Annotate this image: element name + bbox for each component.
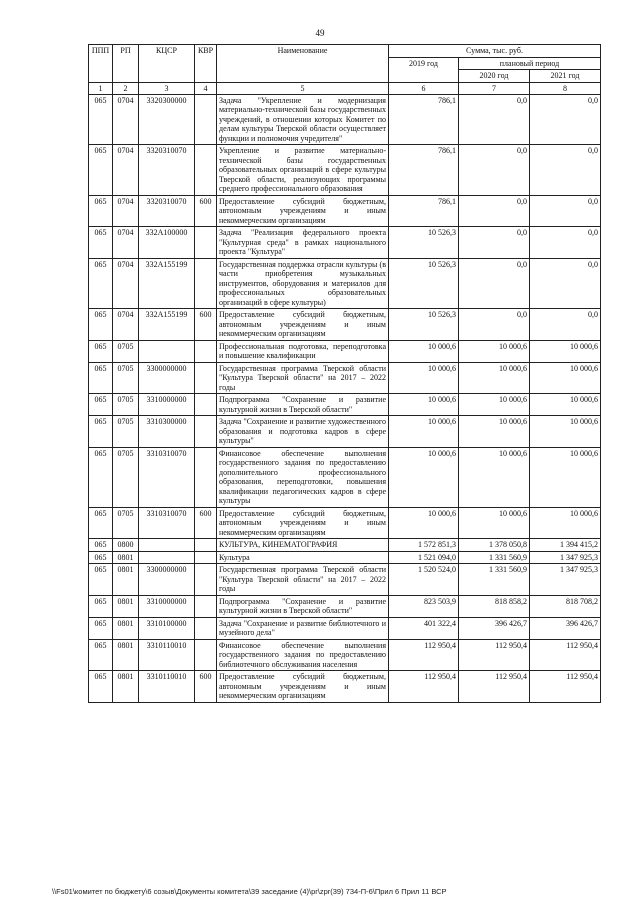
cell-v2021: 10 000,6: [530, 362, 601, 394]
cell-ppp: 065: [89, 195, 113, 227]
table-row: [89, 416, 601, 448]
cell-name: Предоставление субсидий бюджетным, автономным учреждениям и иным некоммерческим организациям: [217, 507, 389, 539]
cell-rp: 0704: [113, 227, 139, 259]
cell-v2019: 1 520 524,0: [389, 564, 459, 596]
cell-rp: 0801: [113, 617, 139, 639]
cell-kcsr: 3300000000: [139, 362, 195, 394]
header-year-2021: 2021 год: [530, 70, 601, 83]
cell-v2021: 10 000,6: [530, 507, 601, 539]
cell-name: Предоставление субсидий бюджетным, автономным учреждениям и иным некоммерческим организациям: [217, 671, 389, 703]
table-row: [89, 617, 601, 639]
cell-rp: 0704: [113, 94, 139, 145]
cell-v2019: 1 521 094,0: [389, 551, 459, 564]
cell-rp: 0704: [113, 145, 139, 196]
cell-v2021: 112 950,4: [530, 639, 601, 671]
cell-v2021: 1 347 925,3: [530, 564, 601, 596]
cell-name: КУЛЬТУРА, КИНЕМАТОГРАФИЯ: [217, 539, 389, 552]
cell-kcsr: 3310300000: [139, 416, 195, 448]
cell-v2020: 0,0: [459, 195, 530, 227]
column-number: 7: [459, 82, 530, 94]
cell-rp: 0801: [113, 639, 139, 671]
cell-v2020: 0,0: [459, 94, 530, 145]
cell-v2021: 10 000,6: [530, 416, 601, 448]
cell-ppp: 065: [89, 639, 113, 671]
cell-v2021: 10 000,6: [530, 447, 601, 507]
cell-ppp: 065: [89, 507, 113, 539]
footer-file-path: \\Fs01\комитет по бюджету\6 созыв\Документы комитета\39 заседание (4)\pr\zpr(39) 734-П-6\Прил 6 Прил 11 ВСР: [52, 887, 447, 896]
cell-kcsr: 3320310070: [139, 145, 195, 196]
cell-v2019: 112 950,4: [389, 671, 459, 703]
cell-kvr: [195, 416, 217, 448]
cell-v2019: 10 000,6: [389, 394, 459, 416]
header-kcsr: КЦСР: [139, 45, 195, 83]
table-row: [89, 639, 601, 671]
cell-ppp: 065: [89, 394, 113, 416]
cell-kcsr: 3310110010: [139, 671, 195, 703]
table-row: [89, 309, 601, 341]
cell-rp: 0801: [113, 595, 139, 617]
table-row: [89, 195, 601, 227]
cell-kcsr: 3310000000: [139, 595, 195, 617]
cell-v2020: 112 950,4: [459, 639, 530, 671]
cell-v2020: 10 000,6: [459, 416, 530, 448]
cell-v2019: 401 322,4: [389, 617, 459, 639]
header-kvr: КВР: [195, 45, 217, 83]
cell-kvr: [195, 394, 217, 416]
cell-rp: 0801: [113, 551, 139, 564]
cell-kvr: [195, 258, 217, 309]
cell-rp: 0801: [113, 671, 139, 703]
cell-ppp: 065: [89, 258, 113, 309]
cell-kcsr: 3310100000: [139, 617, 195, 639]
cell-kcsr: 3310000000: [139, 394, 195, 416]
cell-kcsr: 332A155199: [139, 258, 195, 309]
table-row: [89, 564, 601, 596]
cell-rp: 0705: [113, 416, 139, 448]
table-row: [89, 447, 601, 507]
cell-kcsr: 332A155199: [139, 309, 195, 341]
cell-name: Предоставление субсидий бюджетным, автономным учреждениям и иным некоммерческим организациям: [217, 309, 389, 341]
cell-rp: 0705: [113, 340, 139, 362]
cell-v2020: 1 331 560,9: [459, 551, 530, 564]
cell-v2021: 0,0: [530, 309, 601, 341]
cell-v2021: 0,0: [530, 145, 601, 196]
page-number: 49: [315, 28, 325, 38]
cell-v2021: 396 426,7: [530, 617, 601, 639]
cell-name: Задача "Укрепление и модернизация материально-технической базы государственных учреждений, в отношении которых Комитет по делам культуры Тверской области осуществляет функции и полномочия учредителя": [217, 94, 389, 145]
cell-rp: 0704: [113, 309, 139, 341]
cell-name: Культура: [217, 551, 389, 564]
column-number: 1: [89, 82, 113, 94]
cell-name: Финансовое обеспечение выполнения государственного задания по предоставлению библиотечного обслуживания населения: [217, 639, 389, 671]
table-row: [89, 362, 601, 394]
cell-v2020: 10 000,6: [459, 362, 530, 394]
cell-rp: 0704: [113, 258, 139, 309]
cell-ppp: 065: [89, 362, 113, 394]
table-row: [89, 671, 601, 703]
cell-v2019: 10 000,6: [389, 416, 459, 448]
table-row: [89, 145, 601, 196]
cell-kcsr: [139, 551, 195, 564]
column-number: 2: [113, 82, 139, 94]
header-year-2020: 2020 год: [459, 70, 530, 83]
cell-kvr: [195, 539, 217, 552]
cell-rp: 0705: [113, 362, 139, 394]
header-planned-period: плановый период: [459, 57, 601, 70]
cell-ppp: 065: [89, 551, 113, 564]
cell-name: Задача "Реализация федерального проекта "Культурная среда" в рамках национального проекта "Культура": [217, 227, 389, 259]
cell-name: Государственная поддержка отрасли культуры (в части приобретения музыкальных инструментов, оборудования и материалов для профессиональных образовательных организаций в сфере культуры): [217, 258, 389, 309]
cell-v2020: 818 858,2: [459, 595, 530, 617]
cell-v2020: 10 000,6: [459, 507, 530, 539]
cell-ppp: 065: [89, 94, 113, 145]
column-number-row: [89, 82, 601, 94]
cell-kcsr: 3320300000: [139, 94, 195, 145]
cell-v2019: 786,1: [389, 94, 459, 145]
table-row: [89, 539, 601, 552]
cell-kvr: [195, 340, 217, 362]
cell-name: Укрепление и развитие материально-технической базы государственных образовательных организаций в сфере культуры Тверской области, реализующих программы среднего профессионального образования: [217, 145, 389, 196]
cell-ppp: 065: [89, 309, 113, 341]
cell-kcsr: 3310310070: [139, 447, 195, 507]
cell-rp: 0704: [113, 195, 139, 227]
cell-ppp: 065: [89, 227, 113, 259]
table-row: [89, 340, 601, 362]
cell-ppp: 065: [89, 447, 113, 507]
cell-v2020: 1 378 050,8: [459, 539, 530, 552]
cell-kvr: 600: [195, 507, 217, 539]
cell-v2019: 10 000,6: [389, 340, 459, 362]
table-row: [89, 94, 601, 145]
cell-v2021: 0,0: [530, 227, 601, 259]
table-row: [89, 227, 601, 259]
cell-v2020: 1 331 560,9: [459, 564, 530, 596]
table-row: [89, 258, 601, 309]
table-row: [89, 595, 601, 617]
cell-ppp: 065: [89, 539, 113, 552]
cell-kvr: [195, 227, 217, 259]
cell-kvr: [195, 564, 217, 596]
cell-kvr: [195, 595, 217, 617]
cell-v2021: 10 000,6: [530, 340, 601, 362]
cell-kvr: [195, 145, 217, 196]
cell-rp: 0705: [113, 394, 139, 416]
cell-ppp: 065: [89, 617, 113, 639]
table-row: [89, 394, 601, 416]
cell-kcsr: [139, 539, 195, 552]
header-row-1: [89, 45, 601, 58]
cell-v2021: 10 000,6: [530, 394, 601, 416]
cell-v2019: 786,1: [389, 145, 459, 196]
cell-name: Подпрограмма "Сохранение и развитие культурной жизни в Тверской области": [217, 394, 389, 416]
cell-kcsr: 332A100000: [139, 227, 195, 259]
cell-ppp: 065: [89, 595, 113, 617]
cell-kvr: [195, 447, 217, 507]
column-number: 4: [195, 82, 217, 94]
cell-name: Задача "Сохранение и развитие библиотечного и музейного дела": [217, 617, 389, 639]
table-row: [89, 507, 601, 539]
cell-v2019: 786,1: [389, 195, 459, 227]
cell-name: Государственная программа Тверской области "Культура Тверской области" на 2017 – 2022 годы: [217, 362, 389, 394]
cell-v2021: 1 347 925,3: [530, 551, 601, 564]
cell-kcsr: 3320310070: [139, 195, 195, 227]
cell-v2021: 0,0: [530, 94, 601, 145]
cell-v2020: 0,0: [459, 309, 530, 341]
cell-kvr: 600: [195, 195, 217, 227]
column-number: 3: [139, 82, 195, 94]
cell-v2020: 10 000,6: [459, 394, 530, 416]
header-rp: РП: [113, 45, 139, 83]
cell-name: Государственная программа Тверской области "Культура Тверской области" на 2017 – 2022 годы: [217, 564, 389, 596]
cell-ppp: 065: [89, 416, 113, 448]
cell-v2020: 112 950,4: [459, 671, 530, 703]
cell-name: Предоставление субсидий бюджетным, автономным учреждениям и иным некоммерческим организациям: [217, 195, 389, 227]
cell-v2021: 1 394 415,2: [530, 539, 601, 552]
cell-ppp: 065: [89, 671, 113, 703]
cell-v2019: 823 503,9: [389, 595, 459, 617]
header-name: Наименование: [217, 45, 389, 83]
cell-kvr: [195, 551, 217, 564]
cell-v2019: 10 526,3: [389, 309, 459, 341]
column-number: 8: [530, 82, 601, 94]
cell-rp: 0705: [113, 507, 139, 539]
cell-v2020: 0,0: [459, 258, 530, 309]
cell-name: Профессиональная подготовка, переподготовка и повышение квалификации: [217, 340, 389, 362]
cell-rp: 0801: [113, 564, 139, 596]
cell-name: Финансовое обеспечение выполнения государственного задания по предоставлению дополнительного профессионального образования, переподготовки, повышения квалификации педагогических кадров в сфере культуры: [217, 447, 389, 507]
cell-v2019: 10 526,3: [389, 227, 459, 259]
cell-v2020: 396 426,7: [459, 617, 530, 639]
cell-name: Задача "Сохранение и развитие художественного образования и подготовка кадров в сфере культуры": [217, 416, 389, 448]
cell-kvr: 600: [195, 671, 217, 703]
cell-kvr: 600: [195, 309, 217, 341]
header-ppp: ППП: [89, 45, 113, 83]
column-number: 5: [217, 82, 389, 94]
cell-v2020: 10 000,6: [459, 340, 530, 362]
cell-v2021: 0,0: [530, 258, 601, 309]
cell-kvr: [195, 617, 217, 639]
cell-kvr: [195, 639, 217, 671]
cell-v2020: 0,0: [459, 227, 530, 259]
cell-v2019: 1 572 851,3: [389, 539, 459, 552]
cell-rp: 0800: [113, 539, 139, 552]
cell-v2019: 10 000,6: [389, 362, 459, 394]
cell-v2019: 10 000,6: [389, 447, 459, 507]
cell-v2019: 10 526,3: [389, 258, 459, 309]
header-sum: Сумма, тыс. руб.: [389, 45, 601, 58]
header-year-2019: 2019 год: [389, 57, 459, 82]
cell-v2021: 0,0: [530, 195, 601, 227]
cell-name: Подпрограмма "Сохранение и развитие культурной жизни в Тверской области": [217, 595, 389, 617]
cell-kcsr: [139, 340, 195, 362]
cell-kcsr: 3310110010: [139, 639, 195, 671]
table-row: [89, 551, 601, 564]
budget-table: [88, 44, 601, 703]
cell-v2021: 818 708,2: [530, 595, 601, 617]
table-body: [89, 94, 601, 702]
cell-kvr: [195, 94, 217, 145]
cell-kvr: [195, 362, 217, 394]
cell-ppp: 065: [89, 564, 113, 596]
cell-ppp: 065: [89, 340, 113, 362]
cell-v2019: 10 000,6: [389, 507, 459, 539]
cell-v2020: 10 000,6: [459, 447, 530, 507]
cell-v2019: 112 950,4: [389, 639, 459, 671]
cell-v2021: 112 950,4: [530, 671, 601, 703]
column-number: 6: [389, 82, 459, 94]
cell-rp: 0705: [113, 447, 139, 507]
cell-kcsr: 3300000000: [139, 564, 195, 596]
cell-kcsr: 3310310070: [139, 507, 195, 539]
cell-ppp: 065: [89, 145, 113, 196]
cell-v2020: 0,0: [459, 145, 530, 196]
